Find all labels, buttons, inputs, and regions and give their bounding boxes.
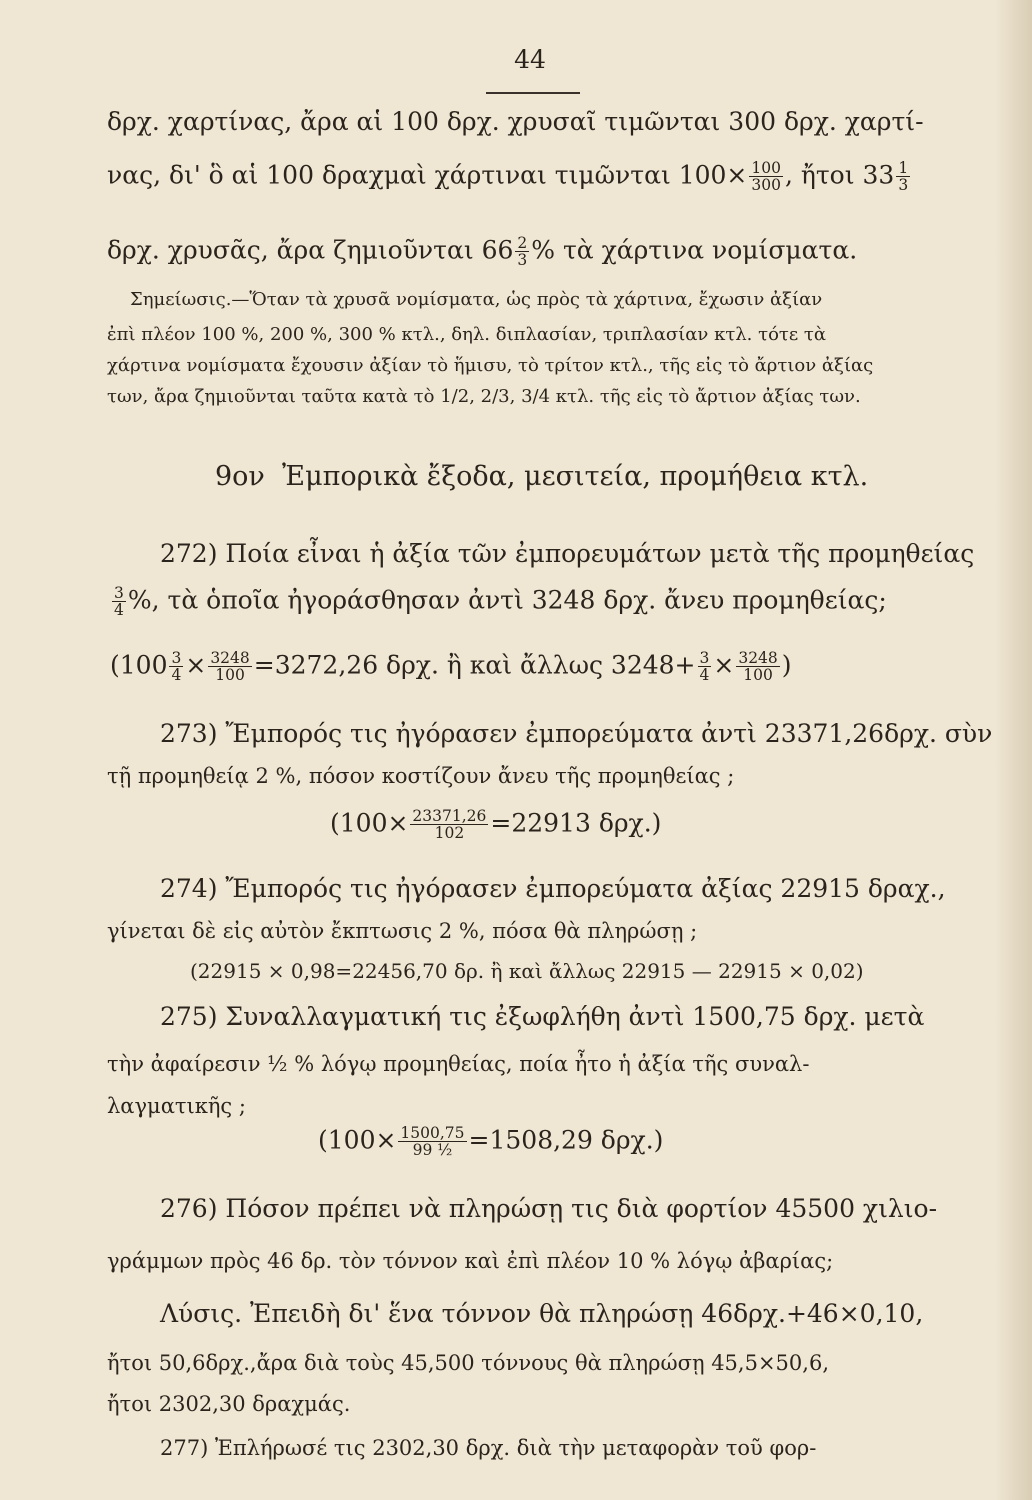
- section-number: 9ον: [215, 461, 265, 492]
- page-number: 44: [514, 45, 546, 74]
- problem-276-line-1: 276) Πόσον πρέπει νὰ πληρώσῃ τις διὰ φορτίον 45500 χιλιο-: [160, 1194, 938, 1223]
- intro-line-1: δρχ. χαρτίνας, ἄρα αἱ 100 δρχ. χρυσαῖ τιμῶνται 300 δρχ. χαρτί-: [107, 107, 924, 136]
- problem-275-solution: (100× $\frac{1500,75}{\text{99 ½}}$ =1508,29 δρχ.): [318, 1124, 664, 1160]
- problem-275-line-2: τὴν ἀφαίρεσιν ½ % λόγῳ προμηθείας, ποία ἦτο ἡ ἀξία τῆς συναλ-: [107, 1052, 810, 1076]
- fraction: $\frac{2}{3}$: [517, 234, 528, 270]
- page-edge-shadow: [995, 0, 1032, 1500]
- problem-272-solution: (100 $\frac{3}{4}$ × $\frac{3248}{100}$ =3272,26 δρχ. ἢ καὶ ἄλλως 3248+ $\frac{3}{4}$ × $\frac{3248}{100}$ ): [110, 649, 792, 685]
- fraction: $\frac{100}{300}$: [751, 159, 781, 195]
- intro-line-3: δρχ. χρυσᾶς, ἄρα ζημιοῦνται 66 $\frac{2}{3}$ % τὰ χάρτινα νομίσματα.: [107, 234, 858, 270]
- intro-line-2: νας, δι' ὃ αἱ 100 δραχμαὶ χάρτιναι τιμῶνται 100× $\frac{100}{300}$ , ἤτοι 33 $\frac{1}{3}$: [107, 159, 909, 195]
- problem-276-line-2: γράμμων πρὸς 46 δρ. τὸν τόννον καὶ ἐπὶ πλέον 10 % λόγῳ ἀβαρίας;: [107, 1249, 834, 1273]
- section-title: Ἐμπορικὰ ἔξοδα, μεσιτεία, προμήθεια κτλ.: [282, 461, 869, 492]
- note-line-1: Σημείωσις.—Ὅταν τὰ χρυσᾶ νομίσματα, ὡς πρὸς τὰ χάρτινα, ἔχωσιν ἀξίαν: [130, 289, 823, 310]
- problem-276-line-5: ἤτοι 2302,30 δραχμάς.: [107, 1392, 351, 1416]
- problem-274-line-1: 274) Ἔμπορός τις ἠγόρασεν ἐμπορεύματα ἀξίας 22915 δραχ.,: [160, 874, 946, 903]
- note-line-4: των, ἄρα ζημιοῦνται ταῦτα κατὰ τὸ 1/2, 2/3, 3/4 κτλ. τῆς εἰς τὸ ἄρτιον ἀξίας των.: [107, 386, 861, 407]
- header-rule: [486, 92, 580, 94]
- problem-276-line-3: Λύσις. Ἐπειδὴ δι' ἕνα τόννον θὰ πληρώσῃ 46δρχ.+46×0,10,: [160, 1299, 924, 1328]
- problem-275-line-3: λαγματικῆς ;: [107, 1094, 246, 1118]
- note-line-2: ἐπὶ πλέον 100 %, 200 %, 300 % κτλ., δηλ. διπλασίαν, τριπλασίαν κτλ. τότε τὰ: [107, 324, 827, 345]
- problem-273-solution: (100× $\frac{23371,26}{102}$ =22913 δρχ.): [330, 807, 662, 843]
- section-heading: [215, 462, 868, 492]
- problem-272-line-2: $\frac{3}{4}$ %, τὰ ὁποῖα ἠγοράσθησαν ἀντὶ 3248 δρχ. ἄνευ προμηθείας;: [114, 584, 887, 620]
- problem-274-line-2: γίνεται δὲ εἰς αὐτὸν ἔκπτωσις 2 %, πόσα θὰ πληρώσῃ ;: [107, 919, 698, 943]
- problem-275-line-1: 275) Συναλλαγματική τις ἐξωφλήθη ἀντὶ 1500,75 δρχ. μετὰ: [160, 1002, 925, 1031]
- problem-272-line-1: 272) Ποία εἶναι ἡ ἀξία τῶν ἐμπορευμάτων μετὰ τῆς προμηθείας: [160, 539, 975, 568]
- problem-276-line-4: ἤτοι 50,6δρχ.,ἄρα διὰ τοὺς 45,500 τόννους θὰ πληρώσῃ 45,5×50,6,: [107, 1351, 829, 1375]
- problem-277-line-1: 277) Ἐπλήρωσέ τις 2302,30 δρχ. διὰ τὴν μεταφορὰν τοῦ φορ-: [160, 1436, 817, 1460]
- note-line-3: χάρτινα νομίσματα ἔχουσιν ἀξίαν τὸ ἥμισυ, τὸ τρίτον κτλ., τῆς εἰς τὸ ἄρτιον ἀξίας: [107, 355, 874, 376]
- problem-274-solution: (22915 × 0,98=22456,70 δρ. ἢ καὶ ἄλλως 22915 — 22915 × 0,02): [190, 959, 864, 983]
- problem-273-line-1: 273) Ἔμπορός τις ἠγόρασεν ἐμπορεύματα ἀντὶ 23371,26δρχ. σὺν: [160, 719, 993, 748]
- problem-273-line-2: τῇ προμηθείᾳ 2 %, πόσον κοστίζουν ἄνευ τῆς προμηθείας ;: [107, 764, 735, 788]
- fraction: $\frac{1}{3}$: [898, 159, 909, 195]
